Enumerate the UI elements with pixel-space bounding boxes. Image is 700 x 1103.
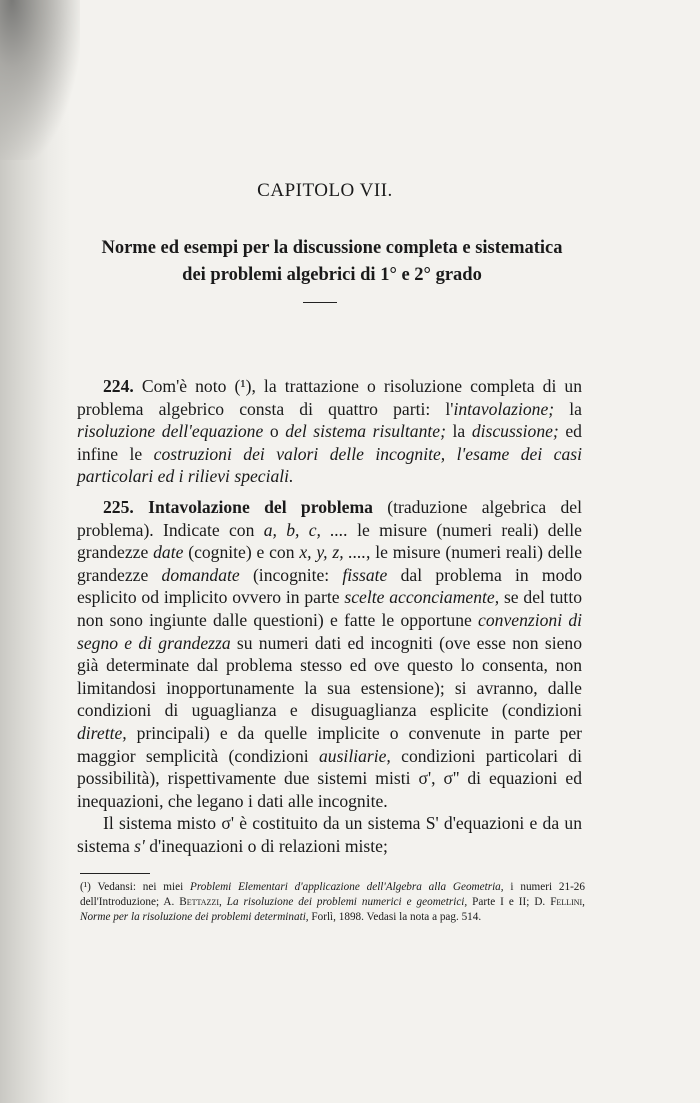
title-rule [303, 302, 337, 303]
paragraph-225: 225. Intavolazione del problema (traduzione algebrica del problema). Indicate con a, b, c, .... le misure (numeri reali) delle grandezze date (cognite) e con x, y, z, ...., le misure (numeri reali) delle grandezze domandate (incognite: fissate dal problema in modo esplicito od implicito ovvero in parte scelte acconciamente, se del tutto non sono ingiunte dalle questioni) e fatte le opportune convenzioni di segno e di grandezza su numeri dati ed incogniti (ove esse non sieno già determinate dal problema stesso ed ove questo lo consenta, non limitandosi inopportunamente la sua estensione); si avranno, dalle condizioni di uguaglianza e disuguaglianza esplicite (condizioni dirette, principali) e da quelle implicite o convenute in parte per maggior semplicità (condizioni ausiliarie, condizioni particolari di possibilità), rispettivamente due sistemi misti σ', σ'' di equazioni ed inequazioni, che legano i dati alle incognite. [77, 496, 583, 811]
chapter-title: CAPITOLO VII. [257, 180, 393, 201]
section-heading: Intavolazione del problema [148, 496, 373, 517]
paragraph-sistema-misto: Il sistema misto σ' è costituito da un sistema S' d'equazioni e da un sistema s' d'inequazioni o di relazioni miste; [77, 813, 582, 856]
paragraph-224: 224. Com'è noto (¹), la trattazione o risoluzione completa di un problema algebrico consta di quattro parti: l'intavolazione; la risoluzione dell'equazione o del sistema risultante; la discussione; ed infine le costruzioni dei valori delle incognite, l'esame dei casi particolari ed i rilievi speciali. [77, 376, 583, 487]
section-number: 224. [103, 376, 134, 396]
footnote: (¹) Vedansi: nei miei Problemi Elementari d'applicazione dell'Algebra alla Geometria, i numeri 21-26 dell'Introduzione; A. Bettazzi, La risoluzione dei problemi numerici e geometrici, Parte I e II; D. Fellini, Norme per la risoluzione dei problemi determinati, Forlì, 1898. Vedasi la nota a pag. 514. [80, 881, 585, 923]
subtitle-line-2: dei problemi algebrici di 1° e 2° grado [182, 265, 482, 285]
subtitle-line-1: Norme ed esempi per la discussione completa e sistematica [101, 238, 563, 258]
chapter-subtitle [72, 235, 592, 289]
body-text [77, 375, 582, 857]
section-number: 225. [103, 496, 134, 517]
footnote-rule [80, 873, 150, 874]
